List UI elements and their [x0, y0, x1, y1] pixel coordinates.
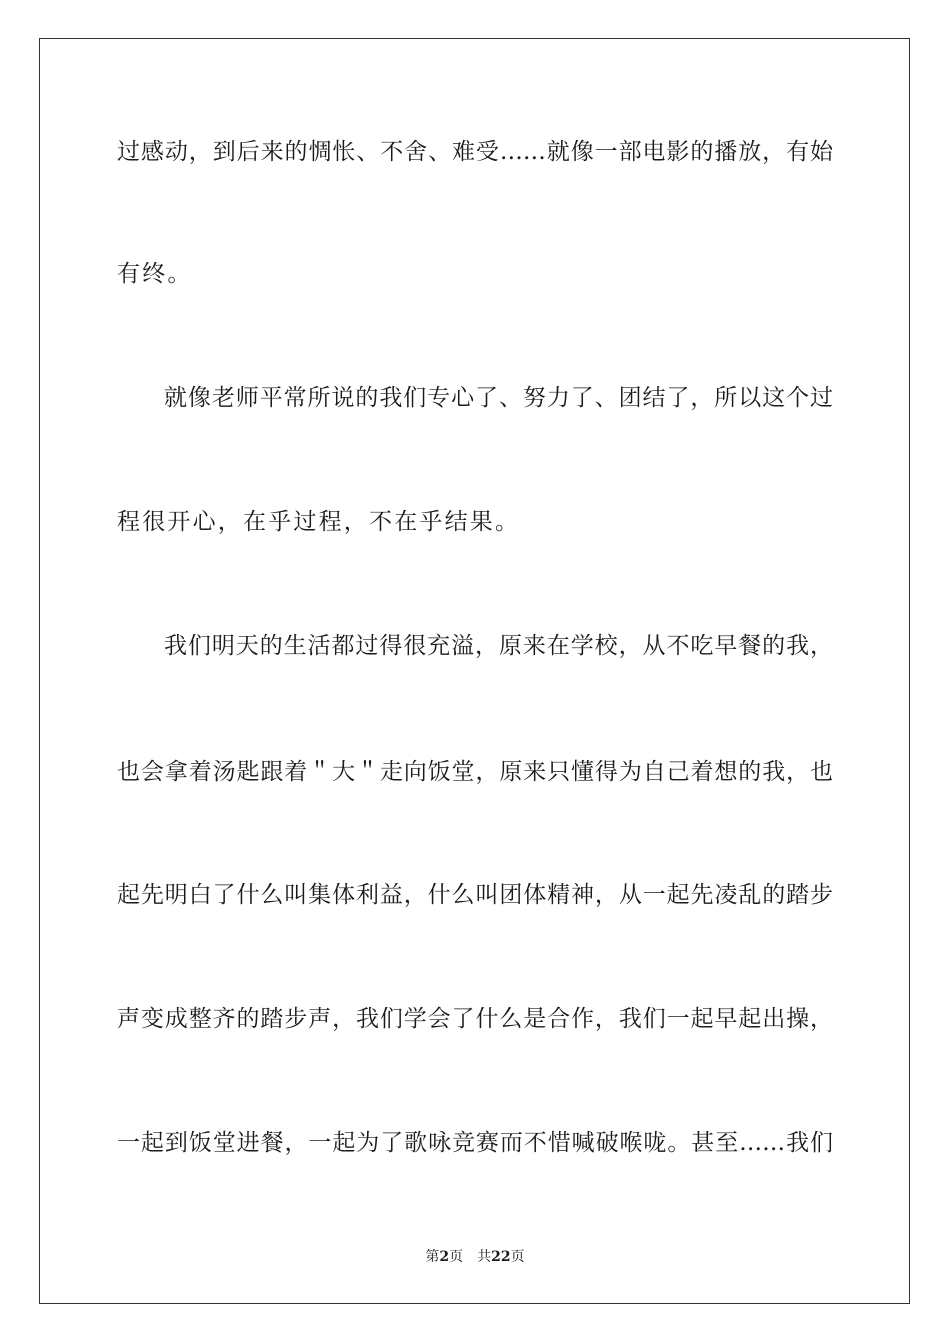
body-line-2: 有终。 — [117, 261, 193, 287]
body-line-8: 声变成整齐的踏步声，我们学会了什么是合作，我们一起早起出操， — [117, 1006, 833, 1032]
footer-page-number: 2 — [439, 1249, 450, 1265]
body-line-3: 就像老师平常所说的我们专心了、努力了、团结了，所以这个过 — [164, 385, 833, 411]
body-line-6: 也会拿着汤匙跟着＂大＂走向饭堂，原来只懂得为自己着想的我，也 — [117, 759, 833, 785]
body-line-5: 我们明天的生活都过得很充溢，原来在学校，从不吃早餐的我， — [164, 633, 833, 659]
page-border — [39, 38, 910, 1304]
body-line-4: 程很开心，在乎过程，不在乎结果。 — [117, 509, 521, 535]
body-line-1: 过感动，到后来的惆怅、不舍、难受……就像一部电影的播放，有始 — [117, 139, 833, 165]
footer-page-prefix: 第 — [425, 1249, 440, 1265]
body-line-7: 起先明白了什么叫集体利益，什么叫团体精神，从一起先凌乱的踏步 — [117, 882, 833, 908]
body-line-9: 一起到饭堂进餐，一起为了歌咏竞赛而不惜喊破喉咙。甚至……我们 — [117, 1130, 833, 1156]
footer-total-prefix: 共 — [477, 1249, 492, 1265]
footer-total-number: 22 — [491, 1249, 511, 1265]
page-footer — [0, 1246, 950, 1266]
footer-total-suffix: 页 — [510, 1249, 525, 1265]
footer-page-suffix: 页 — [449, 1249, 464, 1265]
